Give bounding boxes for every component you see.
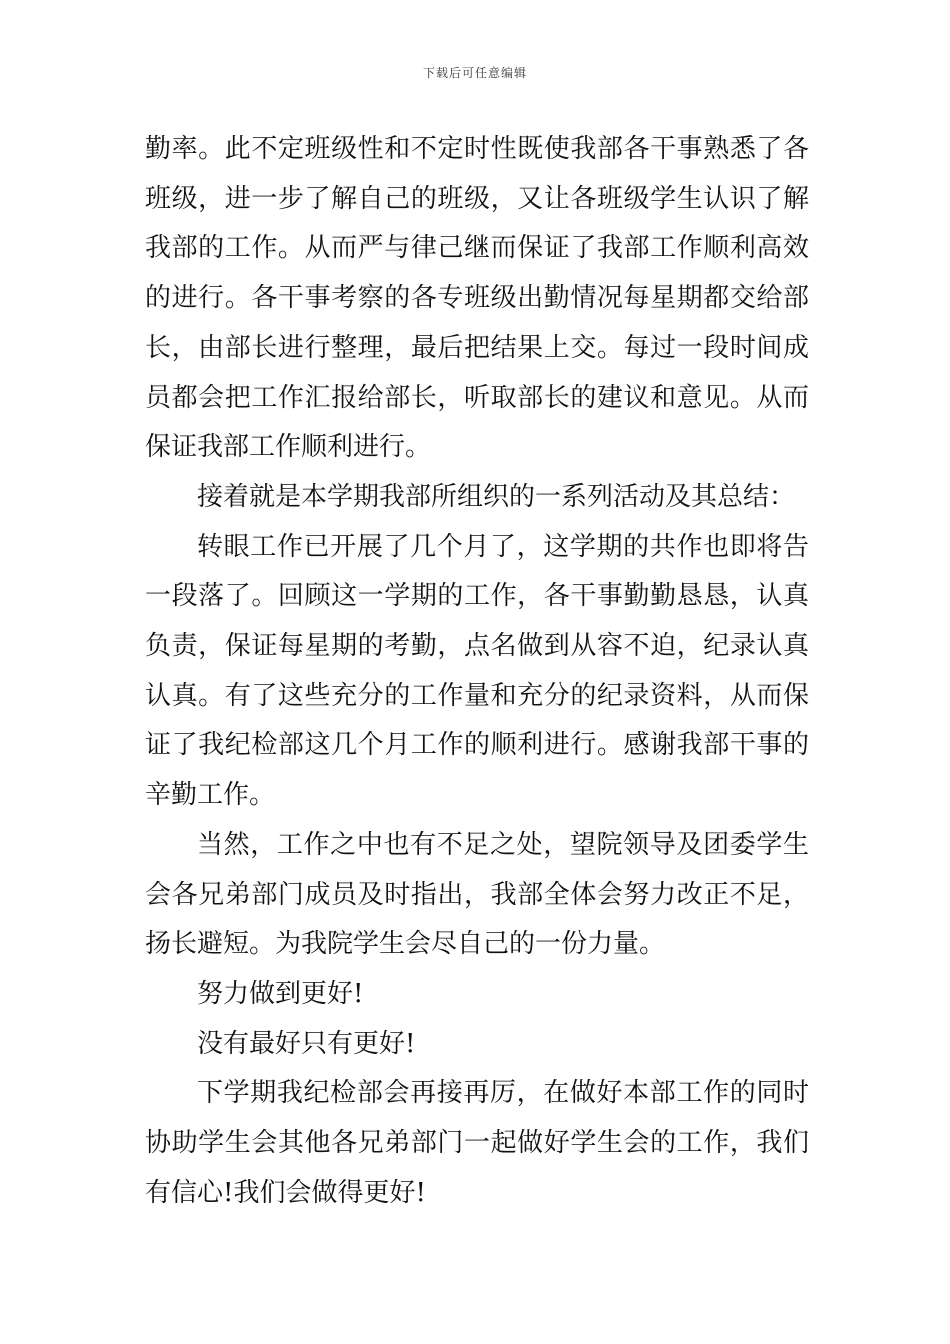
- paragraph-semester-review: 转眼工作已开展了几个月了，这学期的共作也即将告一段落了。回顾这一学期的工作，各干事勤勤恳恳，认真负责，保证每星期的考勤，点名做到从容不迫，纪录认真认真。有了这些充分的工作量和充分的纪录资料，从而保证了我纪检部这几个月工作的顺利进行。感谢我部干事的辛勤工作。: [145, 531, 809, 811]
- paragraph-activities-intro: 接着就是本学期我部所组织的一系列活动及其总结：: [197, 481, 796, 512]
- paragraph-next-semester: 下学期我纪检部会再接再厉，在做好本部工作的同时协助学生会其他各兄弟部门一起做好学生会的工作，我们有信心!我们会做得更好!: [145, 1078, 809, 1208]
- paragraph-slogan-1: 努力做到更好!: [197, 978, 364, 1009]
- paragraph-shortcomings: 当然，工作之中也有不足之处，望院领导及团委学生会各兄弟部门成员及时指出，我部全体会努力改正不足，扬长避短。为我院学生会尽自己的一份力量。: [145, 829, 809, 960]
- paragraph-slogan-2: 没有最好只有更好!: [197, 1028, 416, 1059]
- paragraph-continuation: 勤率。此不定班级性和不定时性既使我部各干事熟悉了各班级，进一步了解自己的班级，又让各班级学生认识了解我部的工作。从而严与律己继而保证了我部工作顺利高效的进行。各干事考察的各专班级出勤情况每星期都交给部长，由部长进行整理，最后把结果上交。每过一段时间成员都会把工作汇报给部长，听取部长的建议和意见。从而保证我部工作顺利进行。: [145, 134, 809, 463]
- document-body: [145, 125, 809, 1218]
- page-header-note: 下载后可任意编辑: [422, 66, 527, 80]
